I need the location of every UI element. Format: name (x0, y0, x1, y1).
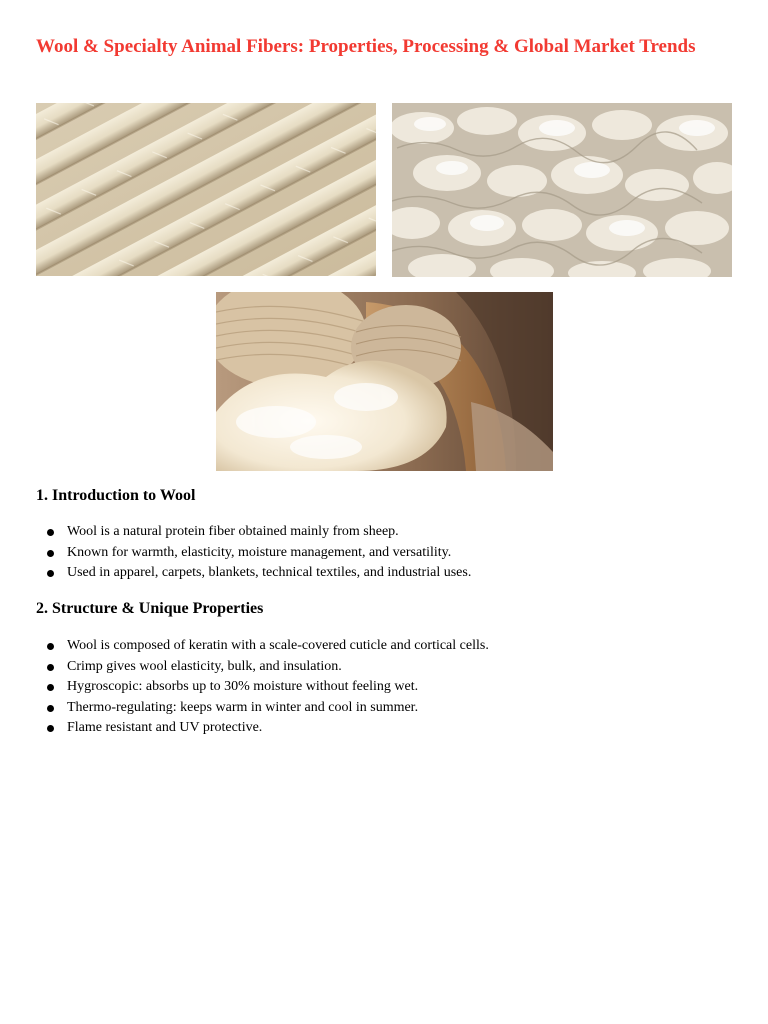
bullet-dot-icon (47, 725, 54, 732)
list-item (36, 522, 726, 543)
list-item-text: Hygroscopic: absorbs up to 30% moisture without feeling wet. (67, 679, 419, 695)
list-item (36, 698, 726, 719)
introduction-bullet-list (36, 522, 726, 584)
list-item (36, 636, 726, 657)
wool-cones-and-roving-image (216, 292, 553, 471)
bullet-dot-icon (47, 664, 54, 671)
section-heading-introduction: 1. Introduction to Wool (36, 487, 196, 504)
list-item-text: Wool is a natural protein fiber obtained mainly from sheep. (67, 524, 399, 539)
bullet-dot-icon (47, 529, 54, 536)
bullet-dot-icon (47, 643, 54, 650)
bullet-dot-icon (47, 550, 54, 557)
list-item (36, 718, 726, 739)
bullet-dot-icon (47, 705, 54, 712)
list-item-text: Known for warmth, elasticity, moisture management, and versatility. (67, 544, 452, 560)
bullet-dot-icon (47, 684, 54, 691)
bullet-dot-icon (47, 570, 54, 577)
list-item-text: Thermo-regulating: keeps warm in winter and cool in summer. (67, 699, 419, 715)
list-item-text: Used in apparel, carpets, blankets, technical textiles, and industrial uses. (67, 565, 472, 581)
list-item (36, 677, 726, 698)
list-item (36, 563, 726, 584)
document-title: Wool & Specialty Animal Fibers: Properties, Processing & Global Market Trends (36, 36, 696, 57)
wool-yarn-closeup-image (36, 103, 376, 276)
section-heading-structure-properties: 2. Structure & Unique Properties (36, 600, 264, 617)
list-item-text: Flame resistant and UV protective. (67, 720, 263, 736)
list-item (36, 657, 726, 678)
list-item-text: Crimp gives wool elasticity, bulk, and insulation. (67, 658, 342, 674)
list-item-text: Wool is composed of keratin with a scale-covered cuticle and cortical cells. (67, 638, 489, 653)
list-item (36, 543, 726, 564)
structure-properties-bullet-list (36, 636, 726, 739)
raw-wool-fleece-image (392, 103, 732, 277)
